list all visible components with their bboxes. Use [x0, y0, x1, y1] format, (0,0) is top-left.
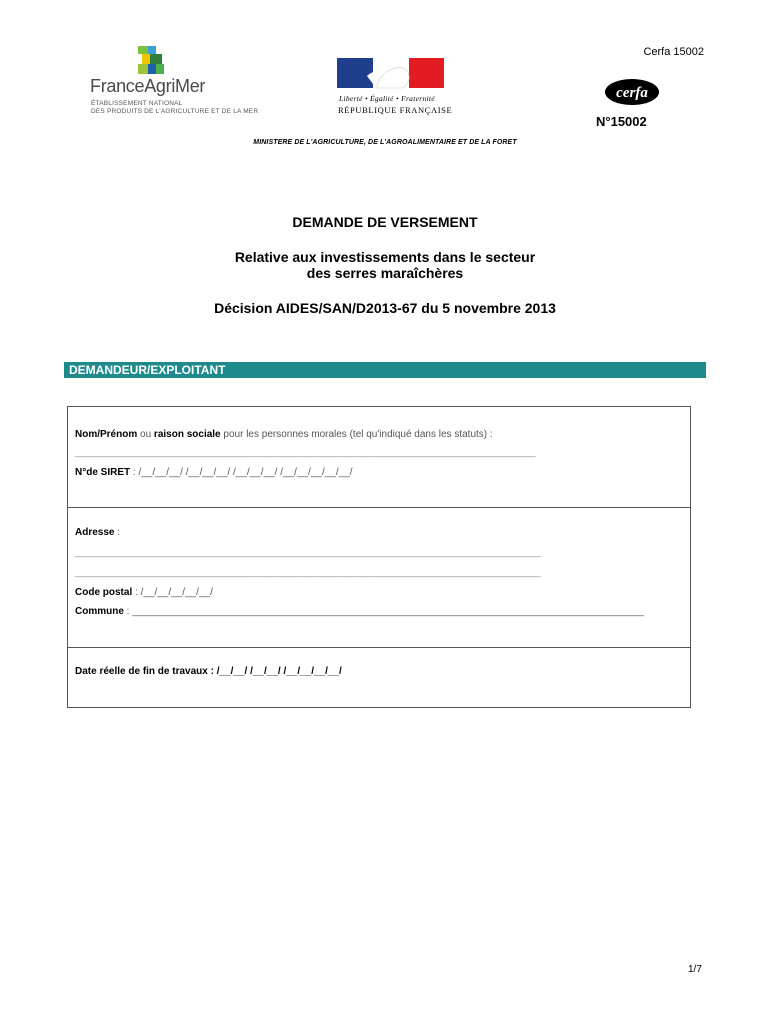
- address-field-label: [75, 527, 120, 538]
- adresse-colon: :: [114, 527, 121, 538]
- cp-label: Code postal: [75, 587, 133, 598]
- cerfa-number: N°15002: [596, 114, 647, 129]
- document-subtitle-line2: des serres maraîchères: [306, 265, 464, 281]
- republique-motto: Liberté • Égalité • Fraternité: [339, 94, 435, 103]
- cerfa-logo-icon: [604, 78, 660, 106]
- name-field-label: [75, 429, 493, 440]
- document-title: DEMANDE DE VERSEMENT: [292, 214, 478, 230]
- franceagrimer-name: FranceAgriMer: [90, 76, 206, 96]
- nom-suffix: pour les personnes morales (tel qu'indiqué dans les statuts) :: [220, 429, 493, 440]
- nom-or: ou: [137, 429, 154, 440]
- form-divider: [68, 647, 690, 648]
- applicant-form: [67, 406, 691, 708]
- postal-code-field[interactable]: [75, 587, 213, 598]
- raison-label: raison sociale: [153, 429, 221, 440]
- nom-label: Nom/Prénom: [75, 429, 138, 440]
- commune-field[interactable]: [75, 606, 644, 617]
- siret-label: N°de SIRET: [75, 467, 131, 478]
- commune-label: Commune: [75, 606, 124, 617]
- franceagrimer-subtitle: [91, 100, 258, 116]
- address-input-line-2[interactable]: _____________________________________________________________________________________________: [75, 567, 541, 577]
- page-number: 1/7: [688, 964, 702, 975]
- section-heading-demandeur: DEMANDEUR/EXPLOITANT: [64, 362, 706, 378]
- date-label: Date réelle de fin de travaux :: [75, 666, 214, 677]
- date-value: /__/__/ /__/__/ /__/__/__/__/: [213, 666, 342, 677]
- republique-name: RÉPUBLIQUE FRANÇAISE: [338, 105, 453, 115]
- name-input-line[interactable]: ____________________________________________________________________________________________: [75, 447, 536, 457]
- document-subtitle-line1: Relative aux investissements dans le secteur: [234, 249, 536, 265]
- siret-field[interactable]: [75, 467, 353, 478]
- cerfa-reference: Cerfa 15002: [643, 46, 704, 58]
- cerfa-logo-text: cerfa: [616, 85, 648, 101]
- form-divider: [68, 507, 690, 508]
- address-input-line-1[interactable]: _____________________________________________________________________________________________: [75, 547, 541, 557]
- franceagrimer-subtitle-line1: ÉTABLISSEMENT NATIONAL: [91, 100, 183, 107]
- franceagrimer-subtitle-line2: DES PRODUITS DE L'AGRICULTURE ET DE LA MER: [91, 108, 259, 115]
- commune-value: : ____________________________________________________________________________________________: [123, 606, 644, 617]
- ministry-heading: MINISTERE DE L'AGRICULTURE, DE L'AGROALIMENTAIRE ET DE LA FORET: [253, 139, 517, 146]
- siret-value: : /__/__/__/ /__/__/__/ /__/__/__/ /__/__/__/__/__/: [130, 467, 353, 478]
- end-of-works-date-field[interactable]: [75, 666, 342, 677]
- document-subtitle: [0, 249, 770, 281]
- cp-value: : /__/__/__/__/__/: [132, 587, 213, 598]
- adresse-label: Adresse: [75, 527, 115, 538]
- decision-reference: Décision AIDES/SAN/D2013-67 du 5 novembre 2013: [214, 300, 556, 316]
